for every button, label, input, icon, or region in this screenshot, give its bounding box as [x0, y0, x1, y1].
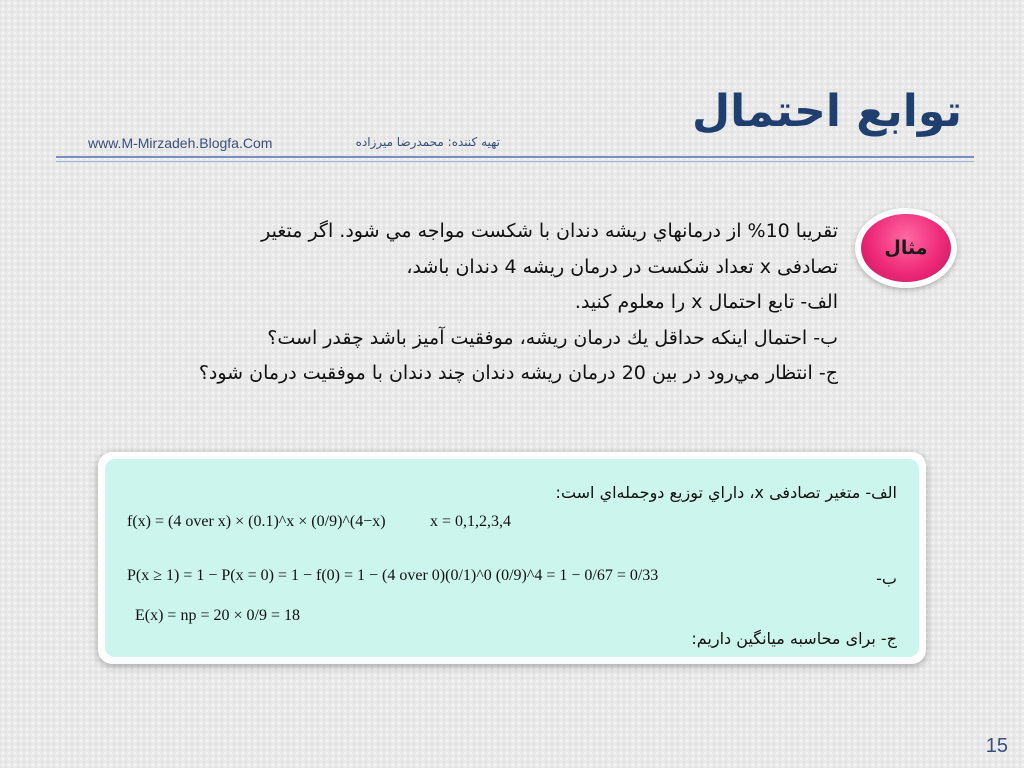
website-url: www.M-Mirzadeh.Blogfa.Com [88, 135, 273, 151]
answer-card [98, 452, 926, 664]
question-line: تصادفی x تعداد شکست در درمان ریشه 4 دندان باشد، [406, 255, 838, 278]
question-line: تقريبا 10% از درمانهاي ريشه دندان با شكست مواجه مي شود. اگر متغير [261, 220, 838, 242]
part-a-label: الف- متغیر تصادفی x، داراي توزيع دوجمله‌اي است: [555, 483, 897, 502]
part-b-label: ب- [876, 569, 897, 588]
part-c-label: ج- برای محاسبه میانگین داریم: [691, 629, 897, 648]
example-badge-disc [861, 214, 951, 282]
probability-formula: P(x ≥ 1) = 1 − P(x = 0) = 1 − f(0) = 1 − (4 over 0)(0/1)^0 (0/9)^4 = 1 − 0/67 = 0/33 [127, 567, 659, 584]
header-divider [56, 156, 974, 158]
support-values: x = 0,1,2,3,4 [430, 513, 512, 530]
example-badge [855, 208, 957, 288]
answer-card-body [105, 459, 919, 657]
question-line: الف- تابع احتمال x را معلوم كنيد. [574, 291, 838, 313]
author-credit: تهيه كننده: محمدرضا ميرزاده [355, 135, 500, 149]
header-divider-thin [56, 161, 974, 162]
question-text [130, 214, 838, 392]
question-line: ج- انتظار مي‌رود در بين 20 درمان ريشه دندان چند دندان با موفقيت درمان شود؟ [198, 362, 838, 384]
example-badge-label: مثال [884, 237, 928, 259]
page-title: توابع احتمال [691, 86, 962, 137]
page-number: 15 [985, 735, 1008, 757]
question-line: ب- احتمال اینکه حداقل يك درمان ريشه، موفقيت آميز باشد چقدر است؟ [267, 326, 838, 349]
expectation-formula: E(x) = np = 20 × 0/9 = 18 [135, 607, 300, 624]
binomial-pmf-formula: f(x) = (4 over x) × (0.1)^x × (0/9)^(4−x) [127, 513, 386, 530]
